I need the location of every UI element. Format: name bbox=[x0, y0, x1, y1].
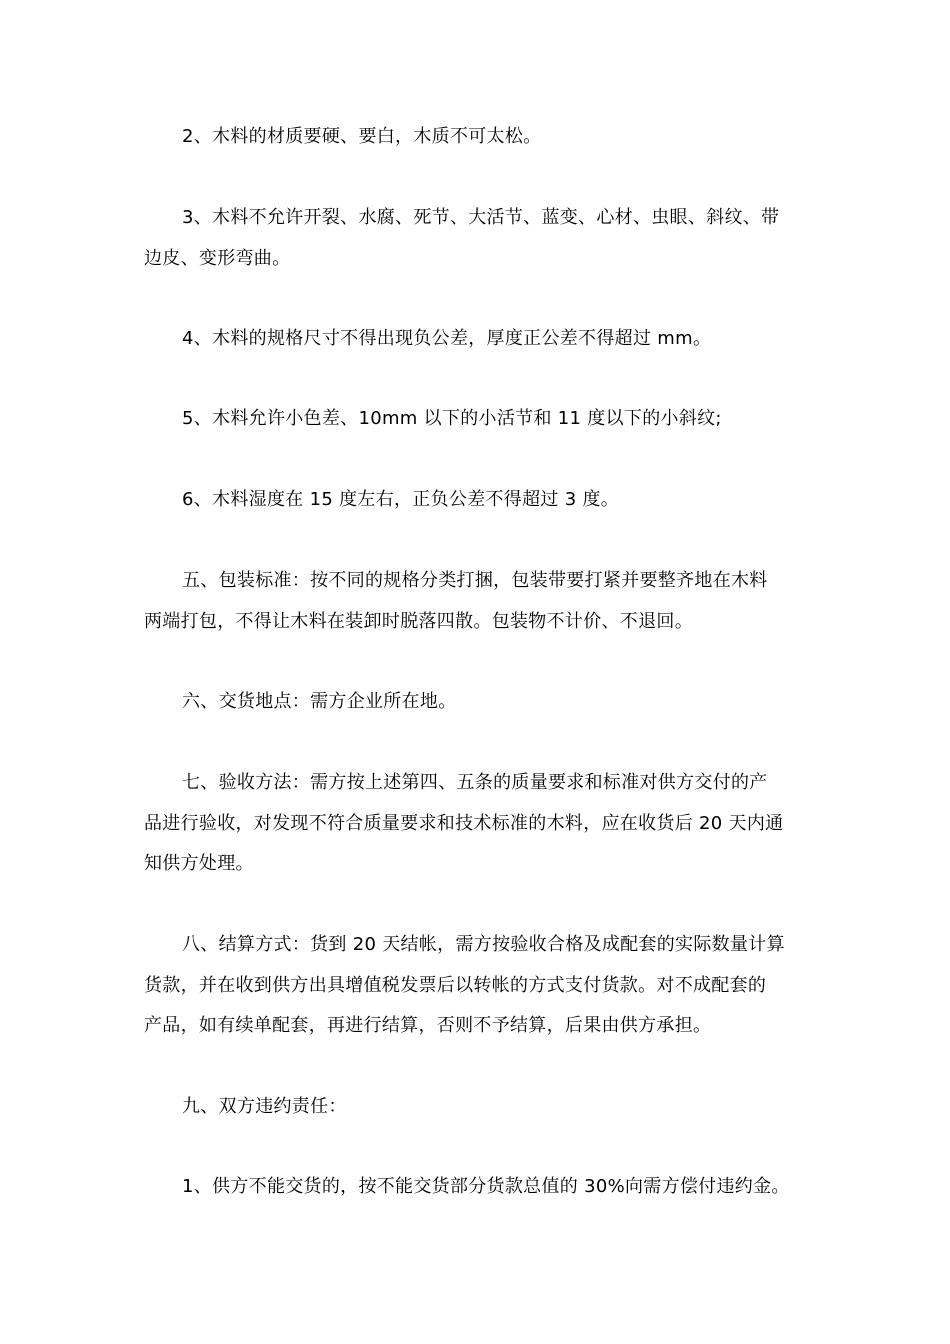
text-line: 2、木料的材质要硬、要白，木质不可太松。 bbox=[182, 126, 542, 147]
paragraph-section-8-settlement bbox=[144, 925, 808, 1047]
text-line: 五、包装标准：按不同的规格分类打捆，包装带要打紧并要整齐地在木料 bbox=[182, 570, 768, 591]
text-line: 六、交货地点：需方企业所在地。 bbox=[182, 691, 457, 712]
text-line: 4、木料的规格尺寸不得出现负公差，厚度正公差不得超过 mm。 bbox=[182, 328, 712, 349]
paragraph-item-1-penalty bbox=[144, 1167, 808, 1208]
text-line: 七、验收方法：需方按上述第四、五条的质量要求和标准对供方交付的产 bbox=[182, 772, 768, 793]
text-line: 3、木料不允许开裂、水腐、死节、大活节、蓝变、心材、虫眼、斜纹、带 bbox=[182, 207, 780, 228]
text-line: 货款，并在收到供方出具增值税发票后以转帐的方式支付货款。对不成配套的 bbox=[144, 974, 767, 996]
paragraph-item-2-material bbox=[144, 117, 808, 158]
text-line: 两端打包，不得让木料在装卸时脱落四散。包装物不计价、不退回。 bbox=[144, 610, 693, 632]
paragraph-section-7-inspection bbox=[144, 763, 808, 885]
text-line: 5、木料允许小色差、10mm 以下的小活节和 11 度以下的小斜纹; bbox=[182, 408, 722, 429]
paragraph-section-6-delivery bbox=[144, 682, 808, 723]
text-line: 1、供方不能交货的，按不能交货部分货款总值的 30%向需方偿付违约金。 bbox=[182, 1176, 790, 1197]
text-line: 产品，如有续单配套，再进行结算，否则不予结算，后果由供方承担。 bbox=[144, 1015, 712, 1036]
text-line: 品进行验收，对发现不符合质量要求和技术标准的木料，应在收货后 20 天内通 bbox=[144, 812, 784, 834]
paragraph-item-5-allowance bbox=[144, 399, 808, 440]
paragraph-section-9-liability bbox=[144, 1087, 808, 1128]
paragraph-section-5-packaging bbox=[144, 561, 808, 642]
paragraph-item-3-defects bbox=[144, 198, 808, 279]
text-line: 八、结算方式：货到 20 天结帐，需方按验收合格及成配套的实际数量计算 bbox=[182, 934, 785, 955]
text-line: 6、木料湿度在 15 度左右，正负公差不得超过 3 度。 bbox=[182, 489, 620, 510]
paragraph-item-4-tolerance bbox=[144, 319, 808, 360]
text-line: 九、双方违约责任： bbox=[182, 1096, 347, 1117]
text-line: 边皮、变形弯曲。 bbox=[144, 247, 291, 269]
paragraph-item-6-humidity bbox=[144, 480, 808, 521]
text-line: 知供方处理。 bbox=[144, 853, 254, 874]
